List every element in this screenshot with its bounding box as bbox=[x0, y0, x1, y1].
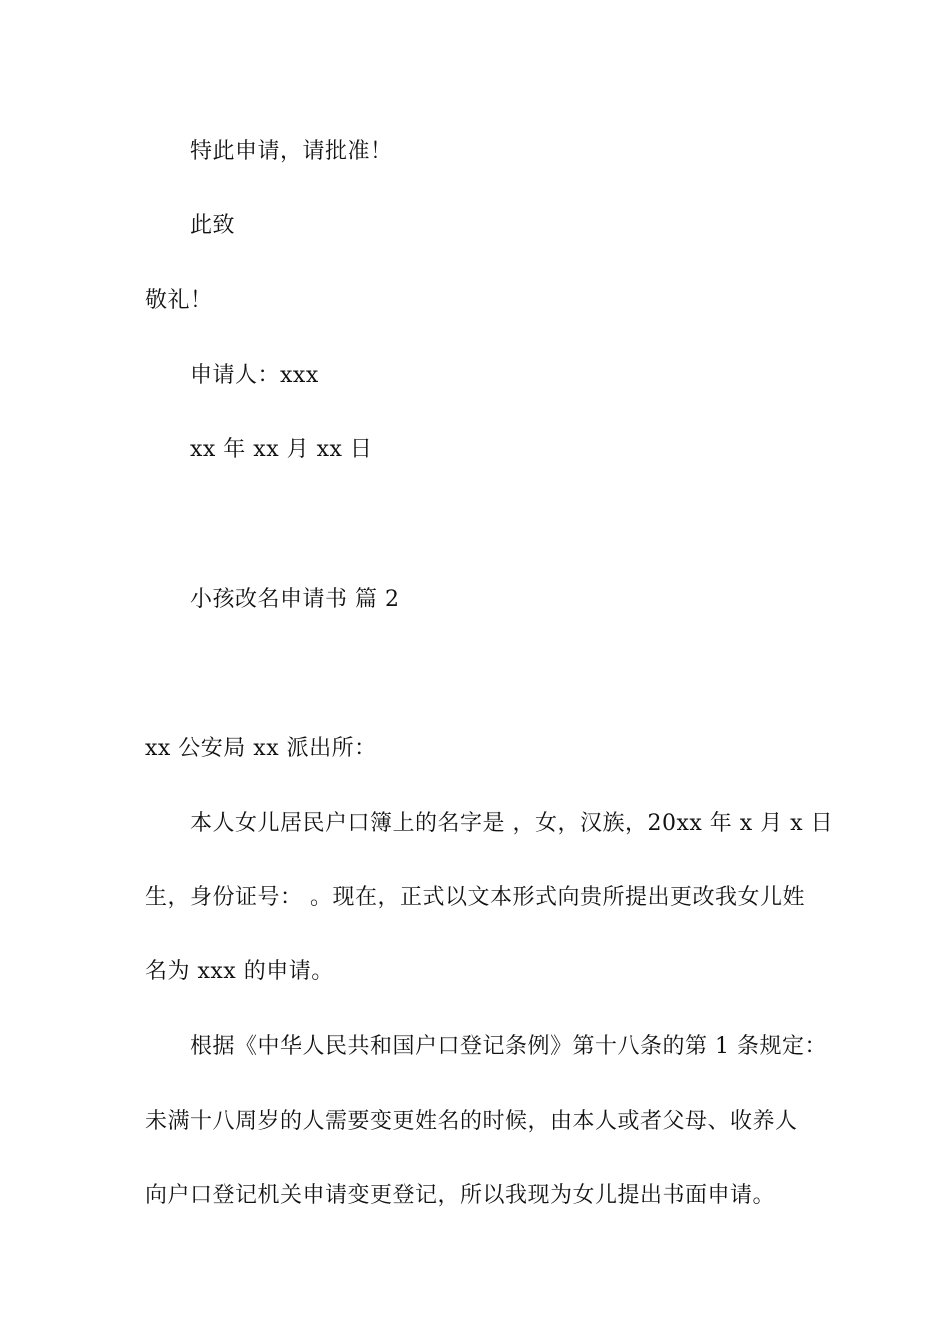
salutation-line-2: 敬礼！ bbox=[145, 288, 213, 313]
closing-request-line: 特此申请，请批准！ bbox=[190, 139, 393, 164]
paragraph-1-line-2: 生，身份证号： 。现在，正式以文本形式向贵所提出更改我女儿姓 bbox=[145, 885, 805, 910]
applicant-line: 申请人：xxx bbox=[190, 363, 319, 388]
salutation-line-1: 此致 bbox=[190, 213, 236, 238]
section-title: 小孩改名申请书 篇 2 bbox=[190, 587, 400, 612]
paragraph-1-line-3: 名为 xxx 的申请。 bbox=[145, 959, 334, 984]
paragraph-1-line-1: 本人女儿居民户口簿上的名字是 ，女，汉族，20xx 年 x 月 x 日 bbox=[190, 811, 834, 836]
addressee-line: xx 公安局 xx 派出所： bbox=[145, 736, 377, 761]
paragraph-2-line-1: 根据《中华人民共和国户口登记条例》第十八条的第 1 条规定： bbox=[190, 1034, 827, 1059]
paragraph-2-line-2: 未满十八周岁的人需要变更姓名的时候，由本人或者父母、收养人 bbox=[145, 1109, 798, 1134]
date-line: xx 年 xx 月 xx 日 bbox=[190, 437, 373, 462]
paragraph-2-line-3: 向户口登记机关申请变更登记，所以我现为女儿提出书面申请。 bbox=[145, 1183, 776, 1208]
